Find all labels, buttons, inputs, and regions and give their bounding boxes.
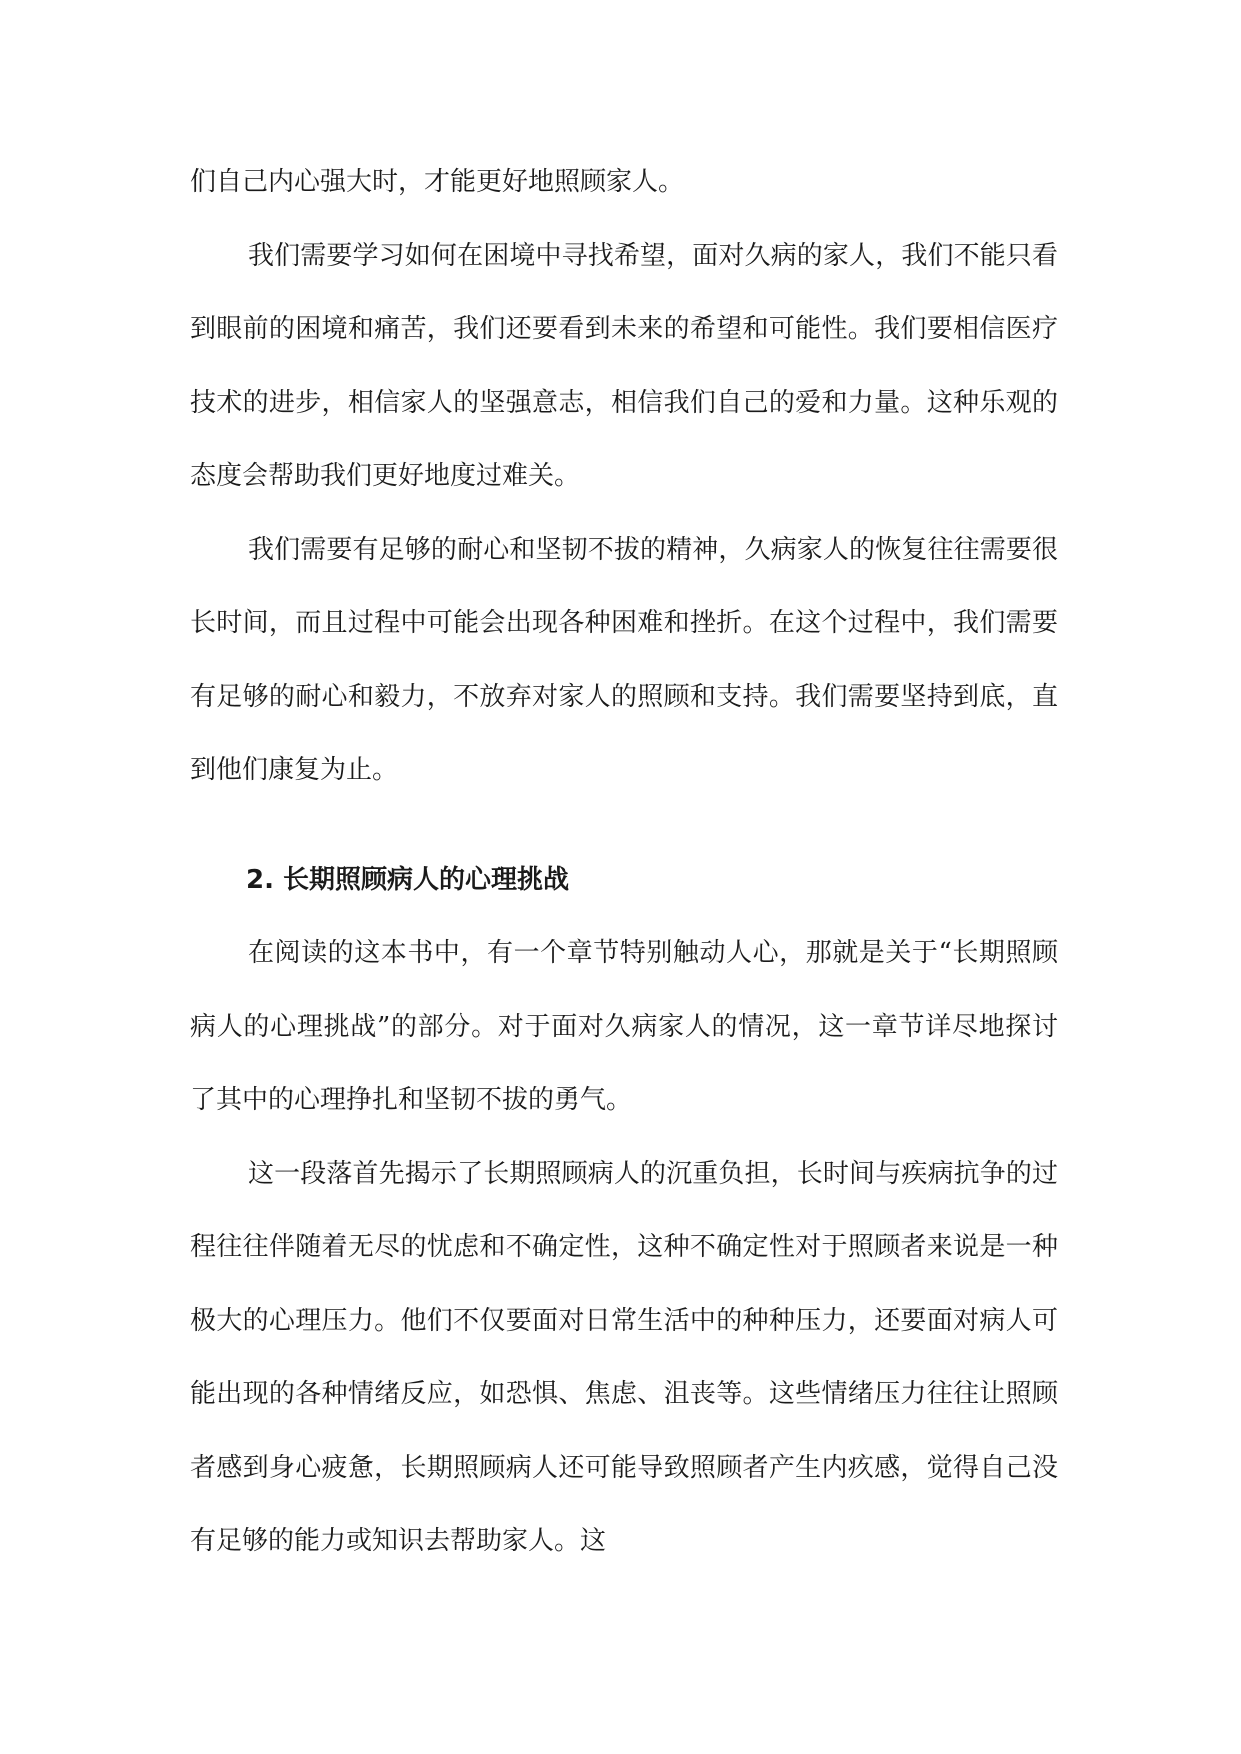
paragraph-continued: 们自己内心强大时，才能更好地照顾家人。 — [190, 167, 685, 197]
paragraph-patience: 我们需要有足够的耐心和坚韧不拔的精神，久病家人的恢复往往需要很长时间，而且过程中可能会出现各种困难和挫折。在这个过程中，我们需要有足够的耐心和毅力，不放弃对家人的照顾和支持。我们需要坚持到底，直到他们康复为止。 — [190, 534, 1058, 785]
paragraph-chapter-intro: 在阅读的这本书中，有一个章节特别触动人心，那就是关于“长期照顾病人的心理挑战”的部分。对于面对久病家人的情况，这一章节详尽地探讨了其中的心理挣扎和坚韧不拔的勇气。 — [190, 938, 1058, 1115]
paragraph-burden: 这一段落首先揭示了长期照顾病人的沉重负担，长时间与疾病抗争的过程往往伴随着无尽的忧虑和不确定性，这种不确定性对于照顾者来说是一种极大的心理压力。他们不仅要面对日常生活中的种种压力，还要面对病人可能出现的各种情绪反应，如恐惧、焦虑、沮丧等。这些情绪压力往往让照顾者感到身心疲惫，长期照顾病人还可能导致照顾者产生内疚感，觉得自己没有足够的能力或知识去帮助家人。这 — [190, 1158, 1058, 1556]
section-heading: 2. 长期照顾病人的心理挑战 — [246, 864, 570, 895]
paragraph-hope: 我们需要学习如何在困境中寻找希望，面对久病的家人，我们不能只看到眼前的困境和痛苦，我们还要看到未来的希望和可能性。我们要相信医疗技术的进步，相信家人的坚强意志，相信我们自己的爱和力量。这种乐观的态度会帮助我们更好地度过难关。 — [190, 240, 1058, 491]
document-body — [190, 146, 1058, 1579]
